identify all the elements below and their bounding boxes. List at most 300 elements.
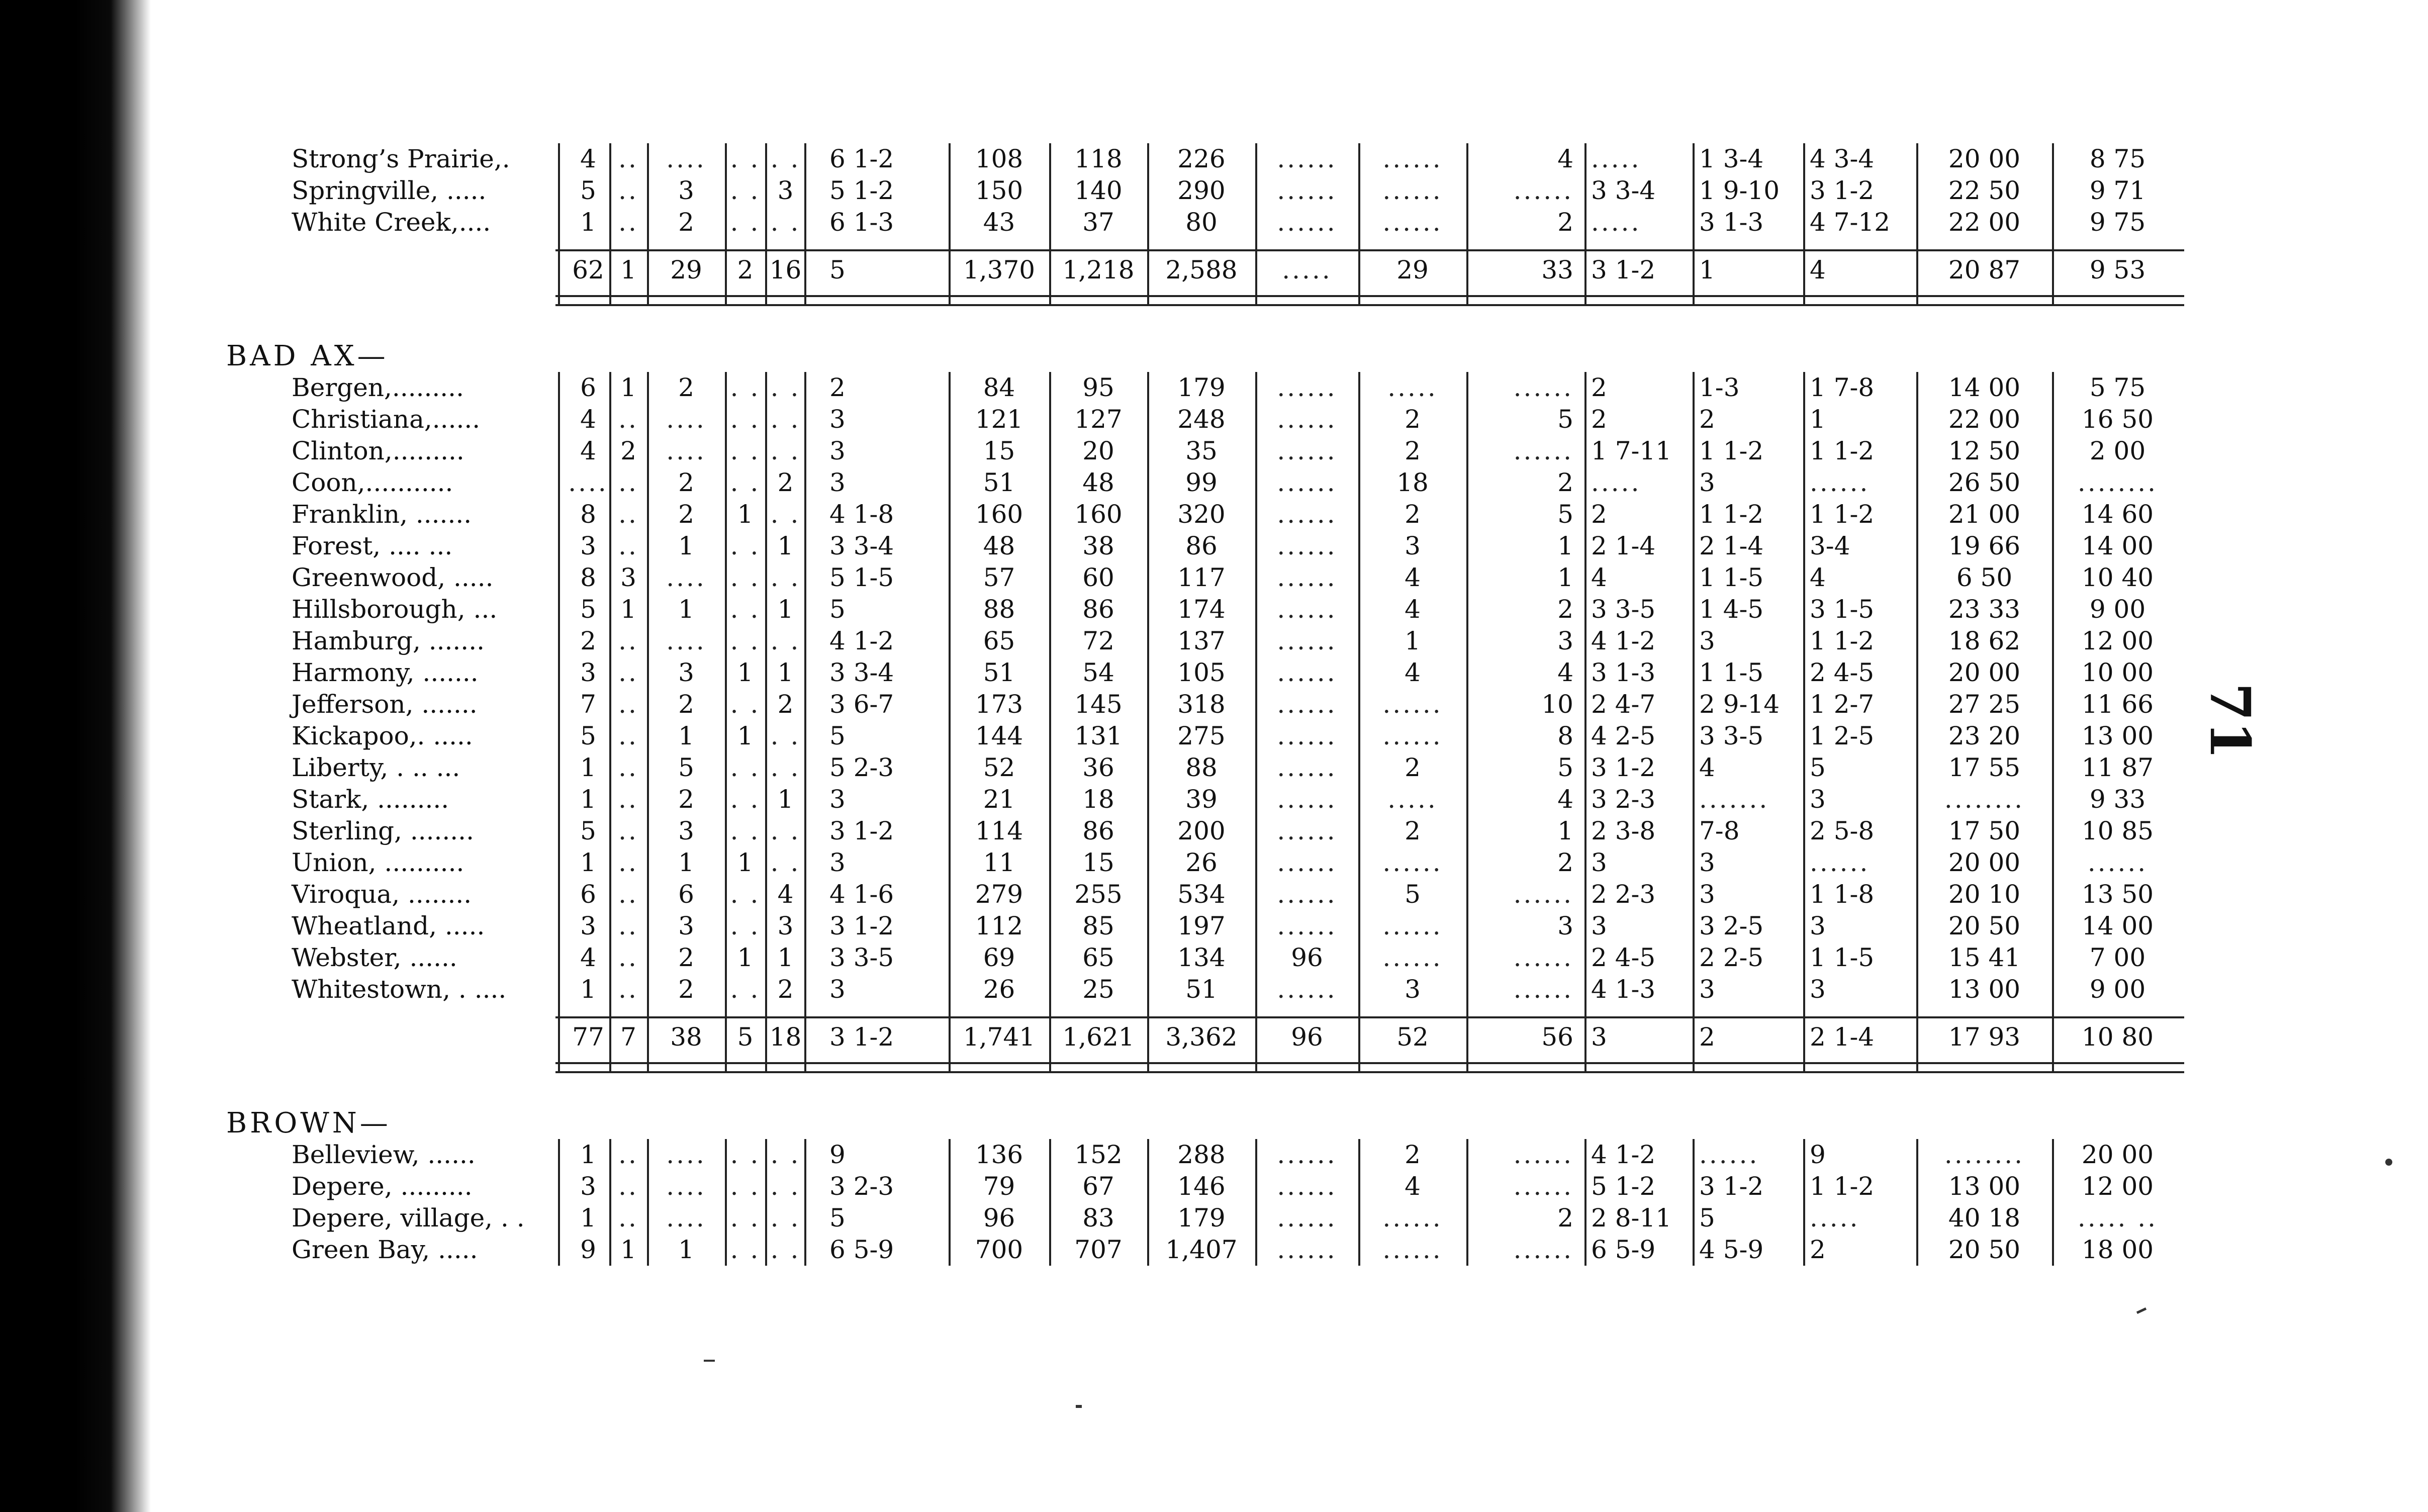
table-cell: 7-8: [1699, 816, 1740, 845]
table-cell: 8: [580, 563, 596, 592]
column-rule: [647, 143, 649, 305]
table-cell: 179: [1177, 373, 1226, 402]
row-label: Wheatland, .....: [292, 911, 485, 940]
table-cell: 3: [1699, 975, 1715, 1004]
table-cell: 160: [1074, 500, 1123, 529]
row-label: Sterling, ........: [292, 816, 474, 845]
table-cell: 5: [829, 1203, 846, 1233]
table-cell: 5 1-5: [829, 563, 894, 592]
column-rule: [725, 372, 727, 1072]
table-cell: 13 00: [2081, 721, 2154, 750]
table-cell: 20 50: [1948, 1235, 2021, 1264]
table-cell: 17 50: [1948, 816, 2021, 845]
table-cell: 2: [1557, 1203, 1573, 1233]
table-cell: 105: [1177, 658, 1226, 687]
county-heading: BROWN—: [226, 1107, 391, 1139]
table-cell: 4: [1699, 753, 1715, 782]
table-cell: 9 75: [2089, 208, 2146, 237]
table-cell: 14 60: [2081, 500, 2154, 529]
table-row: [226, 372, 2187, 404]
table-row: [226, 467, 2187, 499]
table-cell: 83: [1082, 1203, 1114, 1233]
table-cell: ..: [618, 500, 638, 529]
table-cell: ....: [666, 436, 706, 465]
row-label: Springville, .....: [292, 176, 487, 205]
table-cell: ......: [1277, 816, 1337, 845]
table-cell: 145: [1074, 690, 1123, 719]
table-cell: ....: [666, 563, 706, 592]
table-cell: 38: [1082, 531, 1114, 560]
table-cell: 160: [975, 500, 1023, 529]
table-cell: 4 3-4: [1810, 144, 1875, 173]
table-cell: 2: [737, 255, 754, 285]
table-cell: 3 1-2: [829, 911, 894, 940]
table-cell: 51: [983, 658, 1015, 687]
table-cell: 2: [777, 975, 794, 1004]
table-cell: ..: [618, 943, 638, 972]
column-rule: [1255, 143, 1257, 305]
table-cell: 36: [1082, 753, 1114, 782]
column-rule: [1916, 1139, 1918, 1266]
table-cell: 318: [1177, 690, 1226, 719]
row-label: Whitestown, . ....: [292, 975, 507, 1004]
table-cell: 3 1-3: [1591, 658, 1656, 687]
table-cell: ..... ..: [2077, 1203, 2158, 1233]
table-cell: . .: [770, 144, 801, 173]
column-rule: [1466, 1139, 1468, 1266]
row-label: Jefferson, .......: [292, 690, 478, 719]
table-cell: 15: [983, 436, 1015, 465]
table-cell: 51: [983, 468, 1015, 497]
row-label: Greenwood, .....: [292, 563, 494, 592]
table-cell: 6: [580, 373, 596, 402]
table-cell: 179: [1177, 1203, 1226, 1233]
table-cell: 2: [1557, 468, 1573, 497]
table-cell: 150: [975, 176, 1023, 205]
table-cell: 3 3-5: [1699, 721, 1764, 750]
table-row: [226, 404, 2187, 435]
column-rule: [804, 372, 806, 1072]
table-cell: 1 9-10: [1699, 176, 1780, 205]
table-cell: 3: [1699, 468, 1715, 497]
table-cell: 2: [1405, 816, 1421, 845]
table-cell: 1: [1557, 816, 1573, 845]
table-cell: 1 2-5: [1810, 721, 1875, 750]
table-cell: 1,621: [1062, 1022, 1135, 1052]
table-cell: 33: [1541, 255, 1573, 285]
table-cell: . .: [730, 880, 761, 909]
table-cell: .....: [1387, 373, 1438, 402]
table-cell: 14 00: [2081, 531, 2154, 560]
table-cell: 21 00: [1948, 500, 2021, 529]
table-cell: 1: [737, 848, 754, 877]
table-cell: 2: [580, 626, 596, 655]
table-cell: 114: [975, 816, 1023, 845]
table-cell: 2: [1591, 500, 1607, 529]
table-cell: ......: [1277, 911, 1337, 940]
table-cell: 15: [1082, 848, 1114, 877]
table-row: [226, 1171, 2187, 1202]
table-cell: 38: [670, 1022, 702, 1052]
column-rule: [1916, 143, 1918, 305]
table-row: [226, 625, 2187, 657]
table-cell: 3: [1591, 1022, 1607, 1052]
table-cell: 3: [829, 468, 846, 497]
column-rule: [1255, 1139, 1257, 1266]
table-cell: 4: [1557, 785, 1573, 814]
row-label: Stark, .........: [292, 785, 449, 814]
table-cell: 1: [620, 595, 636, 624]
table-cell: 17 55: [1948, 753, 2021, 782]
table-cell: 3: [1810, 785, 1826, 814]
table-cell: 2: [678, 208, 694, 237]
column-rule: [609, 143, 611, 305]
table-cell: 2: [1699, 1022, 1715, 1052]
table-cell: 18: [1396, 468, 1429, 497]
table-cell: 2: [678, 373, 694, 402]
table-cell: ......: [1382, 690, 1443, 719]
table-cell: 1 1-5: [1699, 658, 1764, 687]
table-cell: 1: [678, 595, 694, 624]
column-rule: [2052, 143, 2054, 305]
table-cell: ......: [1277, 595, 1337, 624]
table-cell: 4: [1405, 658, 1421, 687]
table-cell: . .: [730, 1235, 761, 1264]
table-cell: 4: [1405, 1172, 1421, 1201]
table-cell: . .: [770, 500, 801, 529]
table-cell: 9 71: [2089, 176, 2146, 205]
table-cell: ......: [1513, 176, 1573, 205]
table-cell: 4: [580, 943, 596, 972]
table-row: [226, 435, 2187, 467]
table-cell: ..: [618, 1203, 638, 1233]
column-rule: [1466, 143, 1468, 305]
table-cell: ......: [1277, 405, 1337, 434]
table-row: [226, 143, 2187, 175]
table-cell: 3: [829, 785, 846, 814]
row-label: Hamburg, .......: [292, 626, 485, 655]
table-cell: 16: [769, 255, 802, 285]
column-rule: [609, 372, 611, 1072]
table-cell: 255: [1074, 880, 1123, 909]
table-row: [226, 847, 2187, 879]
table-cell: 3 1-2: [1591, 255, 1656, 285]
table-cell: .....: [1591, 208, 1641, 237]
table-cell: 1 3-4: [1699, 144, 1764, 173]
table-cell: ....: [666, 1140, 706, 1169]
table-cell: 65: [1082, 943, 1114, 972]
table-cell: 26: [983, 975, 1015, 1004]
table-cell: ......: [1277, 658, 1337, 687]
table-cell: 1 1-2: [1810, 436, 1875, 465]
table-cell: 146: [1177, 1172, 1226, 1201]
column-rule: [558, 1139, 560, 1266]
table-cell: 4: [580, 144, 596, 173]
table-cell: 279: [975, 880, 1023, 909]
table-cell: ......: [1513, 880, 1573, 909]
table-cell: .....: [1387, 785, 1438, 814]
table-cell: ......: [1513, 1172, 1573, 1201]
county-heading-row: [226, 1107, 2187, 1139]
row-label: Belleview, ......: [292, 1140, 476, 1169]
table-cell: 39: [1185, 785, 1218, 814]
column-rule: [1049, 1139, 1051, 1266]
table-cell: ..: [618, 468, 638, 497]
table-cell: 4: [1810, 563, 1826, 592]
table-cell: 275: [1177, 721, 1226, 750]
table-cell: 3 2-3: [829, 1172, 894, 1201]
table-cell: . .: [730, 405, 761, 434]
table-cell: ......: [1513, 975, 1573, 1004]
scan-speck: [704, 1360, 715, 1362]
table-cell: 3: [829, 405, 846, 434]
table-cell: 52: [983, 753, 1015, 782]
table-cell: 131: [1074, 721, 1123, 750]
table-cell: ..: [618, 975, 638, 1004]
table-cell: 2: [1405, 1140, 1421, 1169]
table-cell: ......: [1277, 500, 1337, 529]
table-cell: . .: [730, 911, 761, 940]
column-rule: [949, 143, 951, 305]
table-section: [226, 143, 2187, 305]
table-cell: 4: [1557, 658, 1573, 687]
table-cell: 1: [777, 785, 794, 814]
table-cell: 9: [580, 1235, 596, 1264]
table-cell: 1 1-2: [1810, 500, 1875, 529]
table-cell: 8: [1557, 721, 1573, 750]
table-cell: 23 33: [1948, 595, 2021, 624]
table-row: [226, 879, 2187, 910]
table-cell: . .: [770, 626, 801, 655]
table-cell: 4: [1405, 563, 1421, 592]
column-rule: [1693, 143, 1695, 305]
table-cell: 197: [1177, 911, 1226, 940]
table-cell: ......: [1382, 848, 1443, 877]
column-rule: [1584, 372, 1586, 1072]
table-row: [226, 720, 2187, 752]
table-cell: 3: [1699, 848, 1715, 877]
table-cell: 108: [975, 144, 1023, 173]
table-cell: 2,588: [1165, 255, 1238, 285]
table-cell: 86: [1082, 595, 1114, 624]
table-cell: 3,362: [1165, 1022, 1238, 1052]
column-rule: [1147, 1139, 1149, 1266]
table-cell: 1 2-7: [1810, 690, 1875, 719]
table-cell: 10 80: [2081, 1022, 2154, 1052]
table-cell: 117: [1177, 563, 1226, 592]
column-rule: [1147, 372, 1149, 1072]
table-cell: ......: [1277, 721, 1337, 750]
table-cell: ..: [618, 658, 638, 687]
row-label: Coon,...........: [292, 468, 453, 497]
column-rule: [949, 1139, 951, 1266]
table-cell: 9 00: [2089, 595, 2146, 624]
table-cell: 2: [1405, 753, 1421, 782]
table-cell: 3: [1557, 911, 1573, 940]
table-cell: 3: [580, 1172, 596, 1201]
table-cell: 1 1-2: [1810, 1172, 1875, 1201]
table-cell: 5: [737, 1022, 754, 1052]
table-cell: 6 50: [1956, 563, 2013, 592]
table-cell: 3 3-4: [829, 658, 894, 687]
row-label: Clinton,.........: [292, 436, 464, 465]
table-cell: 21: [983, 785, 1015, 814]
table-cell: 4: [1405, 595, 1421, 624]
county-heading-row: [226, 340, 2187, 372]
table-row: [226, 657, 2187, 689]
rule-line: [555, 249, 2184, 251]
row-label: [226, 1021, 553, 1053]
table-cell: 43: [983, 208, 1015, 237]
table-cell: 1: [678, 721, 694, 750]
table-cell: 2: [620, 436, 636, 465]
table-cell: 3 3-5: [829, 943, 894, 972]
table-cell: . .: [730, 176, 761, 205]
table-cell: 2: [1557, 208, 1573, 237]
table-cell: 19 66: [1948, 531, 2021, 560]
table-cell: 144: [975, 721, 1023, 750]
table-cell: . .: [730, 1140, 761, 1169]
column-rule: [725, 143, 727, 305]
table-cell: 3: [580, 531, 596, 560]
table-cell: . .: [730, 595, 761, 624]
table-cell: 4 1-8: [829, 500, 894, 529]
table-cell: 3: [678, 658, 694, 687]
table-cell: 127: [1074, 405, 1123, 434]
table-cell: 3 3-4: [829, 531, 894, 560]
table-cell: 26: [1185, 848, 1218, 877]
table-cell: 86: [1082, 816, 1114, 845]
table-cell: . .: [730, 753, 761, 782]
table-row: [226, 689, 2187, 720]
table-cell: . .: [730, 531, 761, 560]
column-rule: [647, 1139, 649, 1266]
table-cell: 1: [737, 943, 754, 972]
column-rule: [1803, 372, 1805, 1072]
table-cell: ......: [1277, 176, 1337, 205]
table-cell: 1 1-2: [1699, 436, 1764, 465]
table-cell: 1,370: [963, 255, 1036, 285]
table-cell: 3: [1591, 911, 1607, 940]
row-label: White Creek,....: [292, 208, 491, 237]
table-cell: 3 1-3: [1699, 208, 1764, 237]
table-cell: 65: [983, 626, 1015, 655]
table-cell: 1: [580, 753, 596, 782]
table-cell: 23 20: [1948, 721, 2021, 750]
table-cell: 2 8-11: [1591, 1203, 1672, 1233]
table-cell: 9: [829, 1140, 846, 1169]
table-cell: 1 7-11: [1591, 436, 1672, 465]
table-cell: ..: [618, 1172, 638, 1201]
table-cell: 4: [777, 880, 794, 909]
table-cell: 1-3: [1699, 373, 1740, 402]
table-cell: 6 1-2: [829, 144, 894, 173]
table-cell: ..: [618, 848, 638, 877]
column-rule: [1049, 143, 1051, 305]
table-cell: 1,218: [1062, 255, 1135, 285]
double-rule-line: [555, 295, 2184, 306]
column-rule: [1358, 372, 1360, 1072]
row-label: Depere, .........: [292, 1172, 473, 1201]
column-rule: [804, 143, 806, 305]
table-cell: 1: [777, 531, 794, 560]
table-cell: 2 5-8: [1810, 816, 1875, 845]
table-cell: 700: [975, 1235, 1023, 1264]
table-cell: 1: [678, 531, 694, 560]
table-cell: 1: [580, 208, 596, 237]
table-cell: . .: [770, 753, 801, 782]
table-cell: 3 3-4: [1591, 176, 1656, 205]
table-cell: 3 2-5: [1699, 911, 1764, 940]
table-cell: 2: [1405, 500, 1421, 529]
table-row: [226, 594, 2187, 625]
table-cell: 5: [1699, 1203, 1715, 1233]
table-cell: 5: [1405, 880, 1421, 909]
table-cell: 248: [1177, 405, 1226, 434]
column-rule: [1255, 372, 1257, 1072]
table-cell: . .: [770, 1203, 801, 1233]
table-cell: 1 1-8: [1810, 880, 1875, 909]
row-label: Harmony, .......: [292, 658, 479, 687]
table-cell: 9: [1810, 1140, 1826, 1169]
table-cell: 11 66: [2081, 690, 2154, 719]
table-cell: 51: [1185, 975, 1218, 1004]
table-cell: 6: [580, 880, 596, 909]
table-cell: 134: [1177, 943, 1226, 972]
table-cell: . .: [770, 1235, 801, 1264]
table-cell: 2: [1810, 1235, 1826, 1264]
table-cell: 3: [620, 563, 636, 592]
table-cell: 27 25: [1948, 690, 2021, 719]
table-cell: . .: [730, 436, 761, 465]
table-cell: 40 18: [1948, 1203, 2021, 1233]
table-cell: 7: [580, 690, 596, 719]
table-cell: 79: [983, 1172, 1015, 1201]
column-rule: [1358, 143, 1360, 305]
table-cell: 2: [678, 690, 694, 719]
table-cell: 3: [829, 848, 846, 877]
column-rule: [1916, 372, 1918, 1072]
column-rule: [558, 372, 560, 1072]
table-cell: ....: [666, 626, 706, 655]
table-cell: 62: [572, 255, 604, 285]
table-cell: 5: [1557, 500, 1573, 529]
table-row: [226, 784, 2187, 815]
column-rule: [804, 1139, 806, 1266]
table-cell: 5: [829, 595, 846, 624]
table-cell: .....: [1810, 1203, 1860, 1233]
table-cell: 13 50: [2081, 880, 2154, 909]
row-label: Christiana,......: [292, 405, 481, 434]
table-cell: 3 6-7: [829, 690, 894, 719]
table-cell: 3 1-2: [829, 816, 894, 845]
page-number: 71: [2198, 682, 2263, 760]
table-cell: 2 4-5: [1810, 658, 1875, 687]
table-cell: 20 00: [2081, 1140, 2154, 1169]
row-label: Liberty, . .. ...: [292, 753, 460, 782]
table-cell: 3: [678, 911, 694, 940]
table-cell: 11: [983, 848, 1015, 877]
table-cell: ......: [1382, 943, 1443, 972]
table-cell: 10 85: [2081, 816, 2154, 845]
table-row: [226, 974, 2187, 1005]
table-cell: 3 2-3: [1591, 785, 1656, 814]
table-cell: 5 75: [2089, 373, 2146, 402]
column-rule: [2052, 1139, 2054, 1266]
table-cell: 18 62: [1948, 626, 2021, 655]
table-cell: . .: [770, 208, 801, 237]
table-cell: 2 9-14: [1699, 690, 1780, 719]
